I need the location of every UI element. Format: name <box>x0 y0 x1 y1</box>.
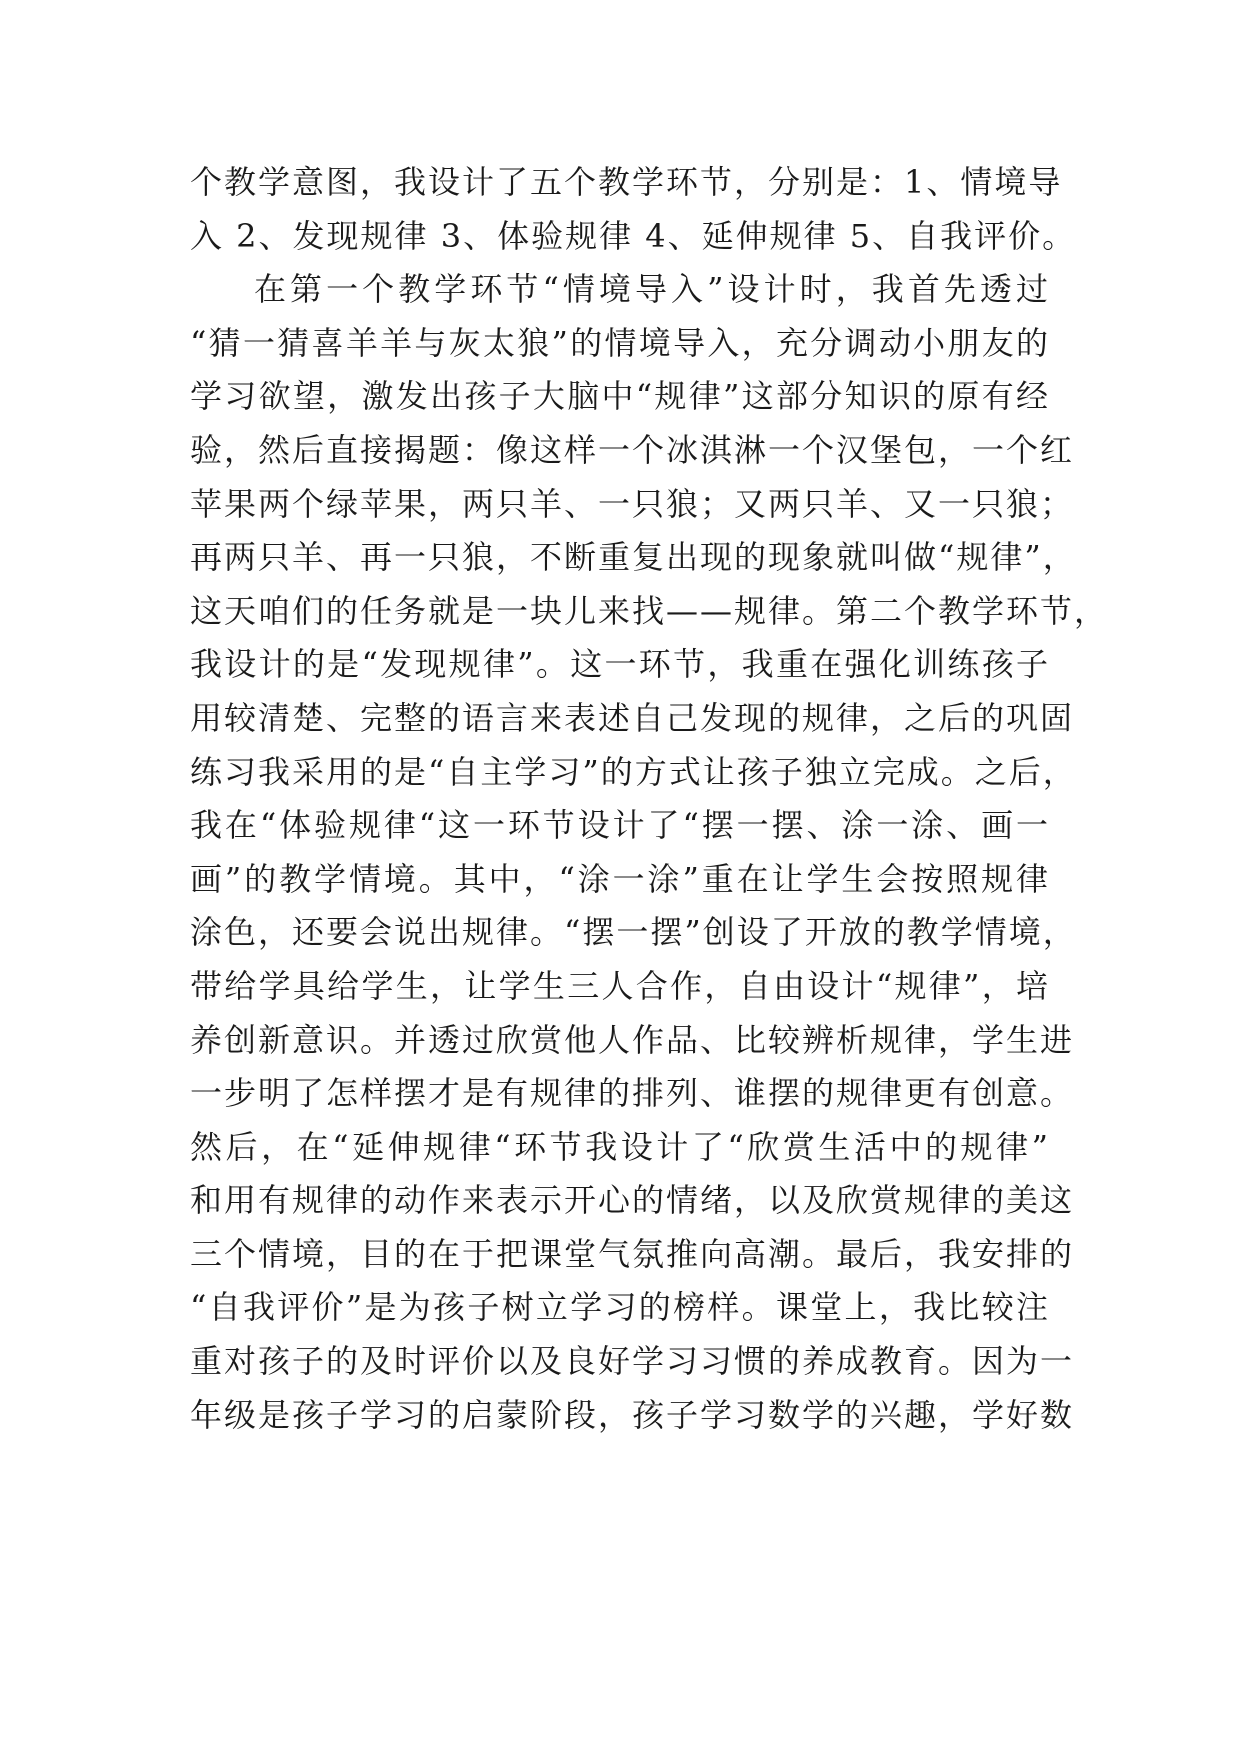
body-text <box>190 156 1109 1442</box>
text-line: 涂色，还要会说出规律。“摆一摆”创设了开放的教学情境， <box>190 913 1077 952</box>
text-line: 画”的教学情境。其中，“涂一涂”重在让学生会按照规律 <box>190 859 1050 898</box>
text-line: 个教学意图，我设计了五个教学环节，分别是：1、情境导 <box>190 163 1063 201</box>
text-line: 我设计的是“发现规律”。这一环节，我重在强化训练孩子 <box>190 645 1050 684</box>
text-line: “猜一猜喜羊羊与灰太狼”的情境导入，充分调动小朋友的 <box>190 323 1050 362</box>
text-line: 带给学具给学生，让学生三人合作，自由设计“规律”，培 <box>190 966 1050 1005</box>
text-line: 再两只羊、再一只狼，不断重复出现的现象就叫做“规律”， <box>190 538 1077 577</box>
text-line: 三个情境，目的在于把课堂气氛推向高潮。最后，我安排的 <box>190 1234 1075 1273</box>
text-line: 重对孩子的及时评价以及良好学习习惯的养成教育。因为一 <box>190 1342 1075 1381</box>
text-line: 这天咱们的任务就是一块儿来找——规律。第二个教学环节， <box>190 591 1109 630</box>
text-line: 一步明了怎样摆才是有规律的排列、谁摆的规律更有创意。 <box>190 1074 1075 1113</box>
text-line: 入 2、发现规律 3、体验规律 4、延伸规律 5、自我评价。 <box>190 216 1077 255</box>
text-line: 验，然后直接揭题：像这样一个冰淇淋一个汉堡包，一个红 <box>190 430 1075 469</box>
text-line: 我在“体验规律“这一环节设计了“摆一摆、涂一涂、画一 <box>190 806 1050 845</box>
text-line: 年级是孩子学习的启蒙阶段，孩子学习数学的兴趣，学好数 <box>190 1395 1075 1434</box>
text-line: “自我评价”是为孩子树立学习的榜样。课堂上，我比较注 <box>190 1288 1050 1327</box>
text-line: 用较清楚、完整的语言来表述自己发现的规律，之后的巩固 <box>190 698 1075 737</box>
text-line: 苹果两个绿苹果，两只羊、一只狼；又两只羊、又一只狼； <box>190 484 1075 523</box>
text-line: 然后，在“延伸规律“环节我设计了“欣赏生活中的规律” <box>190 1127 1050 1166</box>
text-line: 练习我采用的是“自主学习”的方式让孩子独立完成。之后， <box>190 752 1077 791</box>
text-line: 和用有规律的动作来表示开心的情绪，以及欣赏规律的美这 <box>190 1181 1075 1220</box>
paragraph-first-line: 在第一个教学环节“情境导入”设计时，我首先透过 <box>254 270 1050 309</box>
text-line: 养创新意识。并透过欣赏他人作品、比较辨析规律，学生进 <box>190 1020 1075 1059</box>
text-line: 学习欲望，激发出孩子大脑中“规律”这部分知识的原有经 <box>190 377 1050 416</box>
